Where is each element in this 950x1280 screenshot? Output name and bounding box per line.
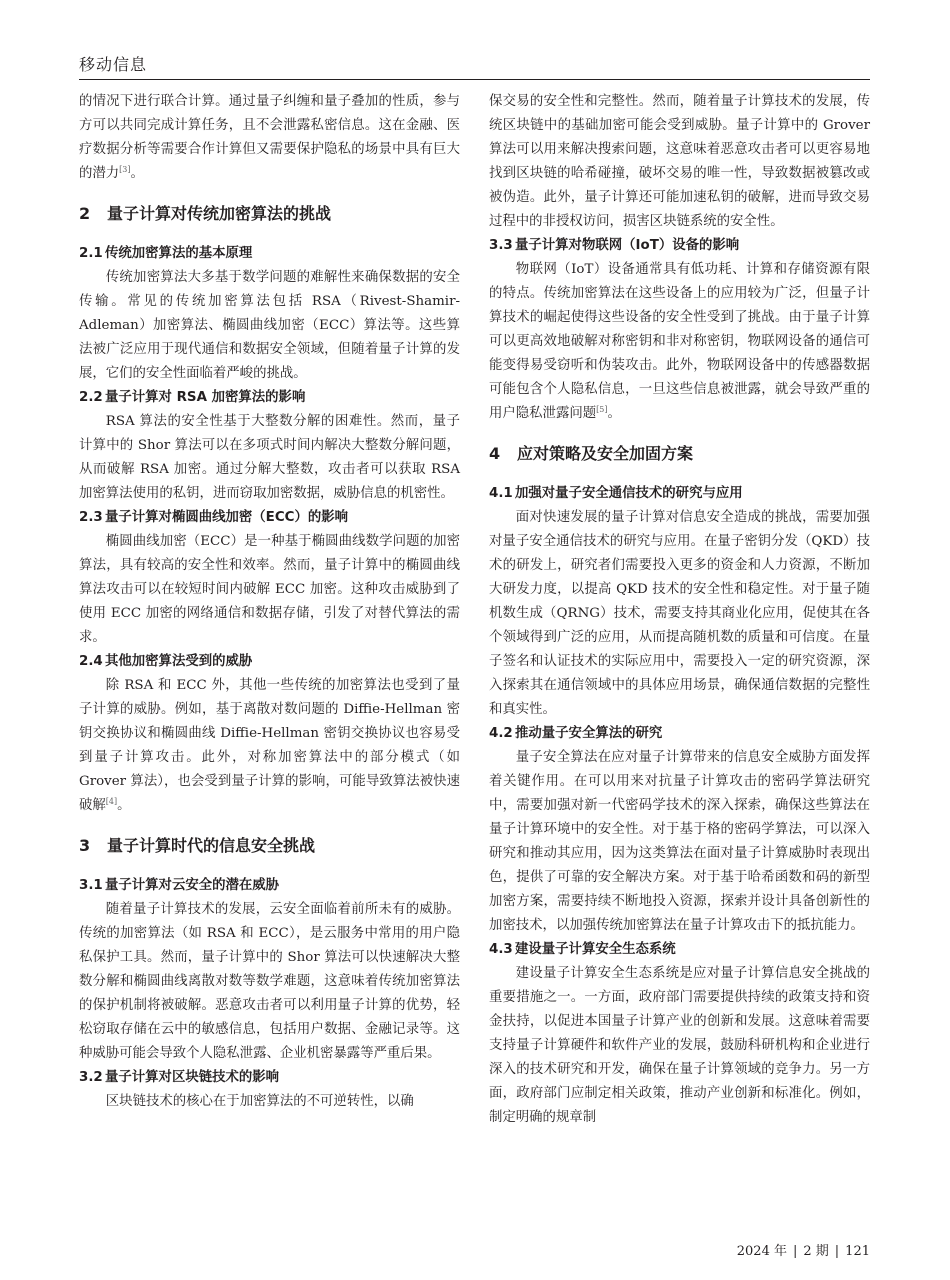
section-4-title: 应对策略及安全加固方案 (517, 444, 694, 463)
paragraph-2-3: 椭圆曲线加密（ECC）是一种基于椭圆曲线数学问题的加密算法，具有较高的安全性和效率。然而，量子计算中的椭圆曲线算法攻击可以在较短时间内破解 ECC 加密。这种攻击威胁到了使用 ECC 加密的网络通信和数据存储，引发了对替代算法的需求。 (79, 534, 460, 645)
paragraph-2-4 (79, 674, 460, 818)
section-2-3-title: 量子计算对椭圆曲线加密（ECC）的影响 (105, 510, 349, 525)
footer-separator: | (792, 1244, 798, 1259)
citation-4: [4] (105, 797, 118, 806)
section-3-2-title: 量子计算对区块链技术的影响 (105, 1070, 280, 1085)
intro-end: 。 (130, 166, 144, 181)
section-2-2-number: 2.2 (79, 390, 103, 405)
section-3-2-heading (79, 1066, 460, 1090)
paragraph-3-2-continued: 保交易的安全性和完整性。然而，随着量子计算技术的发展，传统区块链中的基础加密可能会受到威胁。量子计算中的 Grover 算法可以用来解决搜索问题，这意味着恶意攻击者可以更容易地找到区块链的哈希碰撞，破坏交易的唯一性，导致数据被篡改或被伪造。此外，量子计算还可能加速私钥的破解，进而导致交易过程中的非授权访问，损害区块链系统的安全性。 (489, 94, 870, 229)
section-3-number: 3 (79, 836, 91, 855)
paragraph-3-2-start: 区块链技术的核心在于加密算法的不可逆转性，以确 (105, 1094, 414, 1109)
section-3-3-heading (489, 234, 870, 258)
section-2-1-heading (79, 242, 460, 266)
paragraph-2-2: RSA 算法的安全性基于大整数分解的困难性。然而，量子计算中的 Shor 算法可以在多项式时间内解决大整数分解问题，从而破解 RSA 加密。通过分解大整数，攻击者可以获取 RSA 加密算法使用的私钥，进而窃取加密数据，威胁信息的机密性。 (79, 414, 460, 501)
right-column (489, 90, 870, 1130)
intro-text: 的情况下进行联合计算。通过量子纠缠和量子叠加的性质，参与方可以共同完成计算任务，且不会泄露私密信息。这在金融、医疗数据分析等需要合作计算但又需要保护隐私的场景中具有巨大的潜力 (79, 94, 460, 181)
paragraph-3-3 (489, 258, 870, 426)
section-3-1-heading (79, 874, 460, 898)
footer-separator-2: | (834, 1244, 840, 1259)
section-4-2-number: 4.2 (489, 726, 513, 741)
footer-year: 2024 年 (736, 1244, 787, 1259)
section-3-1-title: 量子计算对云安全的潜在威胁 (105, 878, 280, 893)
page-footer (737, 1240, 870, 1259)
paragraph-2-1: 传统加密算法大多基于数学问题的难解性来确保数据的安全传输。常见的传统加密算法包括 RSA（Rivest-Shamir-Adleman）加密算法、椭圆曲线加密（ECC）算法等。这些算法被广泛应用于现代通信和数据安全领域，但随着量子计算的发展，它们的安全性面临着严峻的挑战。 (79, 270, 460, 381)
section-2-4-title: 其他加密算法受到的威胁 (105, 654, 253, 669)
section-4-heading (489, 442, 870, 466)
section-3-2-number: 3.2 (79, 1070, 103, 1085)
paragraph-2-4-text: 除 RSA 和 ECC 外，其他一些传统的加密算法也受到了量子计算的威胁。例如，基于离散对数问题的 Diffie-Hellman 密钥交换协议和椭圆曲线 Diffie-Hellman 密钥交换协议也容易受到量子计算攻击。此外，对称加密算法中的部分模式（如 Grover 算法），也会受到量子计算的影响，可能导致算法被快速破解 (79, 678, 460, 813)
footer-issue: 2 期 (803, 1244, 829, 1259)
header-rule (79, 79, 870, 80)
paragraph-4-2: 量子安全算法在应对量子计算带来的信息安全威胁方面发挥着关键作用。在可以用来对抗量子计算攻击的密码学算法研究中，需要加强对新一代密码学技术的深入探索，确保这些算法在量子计算环境中的安全性。对于基于格的密码学算法，可以深入研究和推动其应用，因为这类算法在面对量子计算威胁时表现出色，提供了可靠的安全解决方案。对于基于哈希函数和码的新型加密方案，需要持续不断地投入资源，探索并设计具备创新性的加密技术，以加强传统加密算法在量子计算攻击下的抵抗能力。 (489, 750, 870, 933)
paragraph-3-3-text: 物联网（IoT）设备通常具有低功耗、计算和存储资源有限的特点。传统加密算法在这些设备上的应用较为广泛，但量子计算技术的崛起使得这些设备的安全性受到了挑战。由于量子计算可以更高效地破解对称密钥和非对称密钥，物联网设备的通信可能变得易受窃听和伪装攻击。此外，物联网设备中的传感器数据可能包含个人隐私信息，一旦这些信息被泄露，就会导致严重的用户隐私泄露问题 (489, 262, 870, 421)
section-2-number: 2 (79, 204, 91, 223)
section-4-2-title: 推动量子安全算法的研究 (515, 726, 663, 741)
section-4-1-number: 4.1 (489, 486, 513, 501)
section-2-4-number: 2.4 (79, 654, 103, 669)
section-2-title: 量子计算对传统加密算法的挑战 (107, 204, 332, 223)
citation-5: [5] (596, 405, 608, 414)
paragraph-4-3: 建设量子计算安全生态系统是应对量子计算信息安全挑战的重要措施之一。一方面，政府部门需要提供持续的政策支持和资金扶持，以促进本国量子计算产业的创新和发展。这意味着需要支持量子计算硬件和软件产业的发展，鼓励科研机构和企业进行深入的技术研究和开发，确保在量子计算领域的竞争力。另一方面，政府部门应制定相关政策，推动产业创新和标准化。例如，制定明确的规章制 (489, 966, 870, 1125)
section-2-1-title: 传统加密算法的基本原理 (105, 246, 253, 261)
intro-paragraph (79, 90, 460, 186)
section-2-3-number: 2.3 (79, 510, 103, 525)
section-4-2-heading (489, 722, 870, 746)
section-2-4-heading (79, 650, 460, 674)
paragraph-2-4-end: 。 (117, 798, 131, 813)
section-2-heading (79, 202, 460, 226)
left-column (79, 90, 460, 1114)
footer-page-number: 121 (845, 1244, 870, 1259)
section-3-3-number: 3.3 (489, 238, 513, 253)
journal-header: 移动信息 (79, 55, 148, 74)
section-3-heading (79, 834, 460, 858)
paragraph-3-3-end: 。 (607, 406, 621, 421)
section-2-2-title: 量子计算对 RSA 加密算法的影响 (105, 390, 306, 405)
section-4-3-title: 建设量子计算安全生态系统 (515, 942, 676, 957)
section-2-2-heading (79, 386, 460, 410)
section-3-title: 量子计算时代的信息安全挑战 (107, 836, 316, 855)
section-4-3-heading (489, 938, 870, 962)
paragraph-3-1: 随着量子计算技术的发展，云安全面临着前所未有的威胁。传统的加密算法（如 RSA 和 ECC），是云服务中常用的用户隐私保护工具。然而，量子计算中的 Shor 算法可以快速解决大整数分解和椭圆曲线离散对数等数学难题，这意味着传统加密算法的保护机制将被破解。恶意攻击者可以利用量子计算的优势，轻松窃取存储在云中的敏感信息，包括用户数据、金融记录等。这种威胁可能会导致个人隐私泄露、企业机密暴露等严重后果。 (79, 902, 460, 1061)
paragraph-4-1: 面对快速发展的量子计算对信息安全造成的挑战，需要加强对量子安全通信技术的研究与应用。在量子密钥分发（QKD）技术的研发上，研究者们需要投入更多的资金和人力资源，不断加大研发力度，以提高 QKD 技术的安全性和稳定性。对于量子随机数生成（QRNG）技术，需要支持其商业化应用，促使其在各个领域得到广泛的应用，从而提高随机数的质量和可信度。在量子签名和认证技术的实际应用中，需要投入一定的研究资源，深入探索其在通信领域中的具体应用场景，确保通信数据的完整性和真实性。 (489, 510, 870, 717)
section-2-1-number: 2.1 (79, 246, 103, 261)
section-4-3-number: 4.3 (489, 942, 513, 957)
section-4-1-title: 加强对量子安全通信技术的研究与应用 (515, 486, 743, 501)
section-3-3-title: 量子计算对物联网（IoT）设备的影响 (515, 238, 740, 253)
section-2-3-heading (79, 506, 460, 530)
section-3-1-number: 3.1 (79, 878, 103, 893)
section-4-1-heading (489, 482, 870, 506)
citation-3: [3] (119, 165, 131, 174)
section-4-number: 4 (489, 444, 501, 463)
